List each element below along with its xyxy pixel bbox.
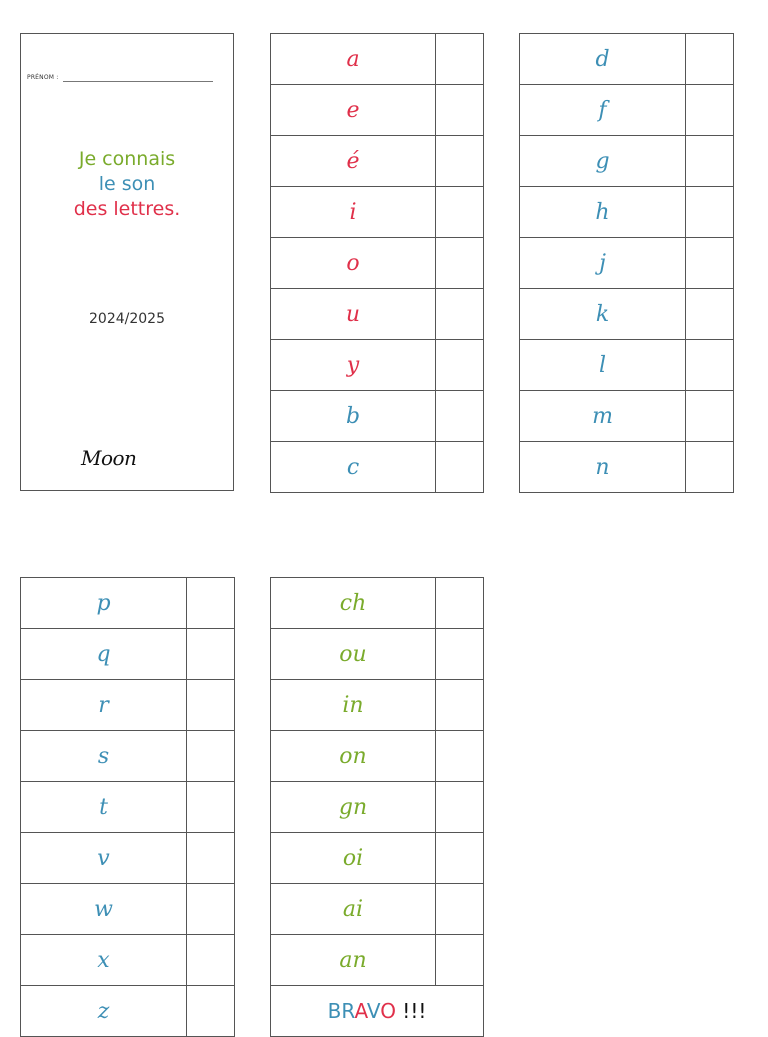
- check-box-cell[interactable]: [436, 85, 484, 136]
- check-box-cell[interactable]: [686, 187, 734, 238]
- school-year: 2024/2025: [89, 311, 165, 327]
- table-row: [520, 238, 734, 289]
- check-box-cell[interactable]: [436, 391, 484, 442]
- check-box-cell[interactable]: [436, 578, 484, 629]
- check-box-cell[interactable]: [686, 238, 734, 289]
- table-row: [21, 680, 235, 731]
- table-row: [21, 629, 235, 680]
- check-box-cell[interactable]: [436, 680, 484, 731]
- letter-cell: v: [21, 833, 187, 884]
- letter-cell: ch: [271, 578, 436, 629]
- table-row: [520, 187, 734, 238]
- signature-logo: Moon: [81, 446, 137, 470]
- check-box-cell[interactable]: [436, 884, 484, 935]
- check-box-cell[interactable]: [436, 187, 484, 238]
- bravo-part: O: [380, 999, 396, 1023]
- check-box-cell[interactable]: [187, 629, 235, 680]
- prenom-label: PRÉNOM :: [27, 74, 59, 81]
- check-box-cell[interactable]: [187, 884, 235, 935]
- bravo-message: [271, 986, 484, 1037]
- check-box-cell[interactable]: [686, 340, 734, 391]
- table-row: [21, 578, 235, 629]
- letter-cell: g: [520, 136, 686, 187]
- table-row: [21, 935, 235, 986]
- check-box-cell[interactable]: [187, 935, 235, 986]
- letter-cell: e: [271, 85, 436, 136]
- letter-cell: d: [520, 34, 686, 85]
- letter-cell: gn: [271, 782, 436, 833]
- letter-cell: x: [21, 935, 187, 986]
- letter-cell: c: [271, 442, 436, 493]
- check-box-cell[interactable]: [686, 391, 734, 442]
- check-box-cell[interactable]: [436, 833, 484, 884]
- bravo-part: V: [366, 999, 381, 1023]
- check-box-cell[interactable]: [436, 238, 484, 289]
- check-box-cell[interactable]: [686, 289, 734, 340]
- table-row: [21, 833, 235, 884]
- letter-cell: ai: [271, 884, 436, 935]
- check-box-cell[interactable]: [436, 629, 484, 680]
- table-row: [271, 85, 484, 136]
- table-row: [520, 340, 734, 391]
- table-row: [271, 136, 484, 187]
- check-box-cell[interactable]: [686, 85, 734, 136]
- letter-cell: z: [21, 986, 187, 1037]
- letter-cell: l: [520, 340, 686, 391]
- letter-cell: an: [271, 935, 436, 986]
- check-box-cell[interactable]: [436, 34, 484, 85]
- letter-table-vowels: [270, 33, 484, 493]
- table-row: [271, 34, 484, 85]
- letter-table-consonants-1: [519, 33, 734, 493]
- letter-cell: k: [520, 289, 686, 340]
- table-row: [271, 391, 484, 442]
- check-box-cell[interactable]: [187, 986, 235, 1037]
- table-row: [21, 986, 235, 1037]
- letter-cell: f: [520, 85, 686, 136]
- table-row: [520, 136, 734, 187]
- table-row: [520, 391, 734, 442]
- letter-cell: b: [271, 391, 436, 442]
- table-row: [271, 884, 484, 935]
- letter-table-consonants-2: [20, 577, 235, 1037]
- table-row: [271, 238, 484, 289]
- prenom-write-line: [63, 81, 213, 82]
- table-row: [271, 187, 484, 238]
- table-row: [271, 289, 484, 340]
- letter-cell: p: [21, 578, 187, 629]
- check-box-cell[interactable]: [187, 731, 235, 782]
- letter-cell: h: [520, 187, 686, 238]
- check-box-cell[interactable]: [686, 34, 734, 85]
- cover-card: [20, 33, 234, 491]
- table-row: [520, 442, 734, 493]
- letter-table-digraphs: [270, 577, 484, 1037]
- check-box-cell[interactable]: [187, 680, 235, 731]
- check-box-cell[interactable]: [436, 935, 484, 986]
- check-box-cell[interactable]: [187, 782, 235, 833]
- letter-cell: i: [271, 187, 436, 238]
- check-box-cell[interactable]: [436, 782, 484, 833]
- letter-cell: on: [271, 731, 436, 782]
- bravo-row: [271, 986, 484, 1037]
- letter-cell: s: [21, 731, 187, 782]
- letter-cell: j: [520, 238, 686, 289]
- check-box-cell[interactable]: [187, 578, 235, 629]
- table-row: [271, 731, 484, 782]
- table-row: [271, 578, 484, 629]
- table-row: [21, 782, 235, 833]
- title-line-2: le son: [98, 173, 156, 195]
- table-row: [271, 629, 484, 680]
- title-line-1: Je connais: [78, 148, 176, 170]
- letter-cell: w: [21, 884, 187, 935]
- table-row: [21, 884, 235, 935]
- letter-cell: t: [21, 782, 187, 833]
- table-row: [271, 782, 484, 833]
- table-row: [271, 680, 484, 731]
- check-box-cell[interactable]: [686, 442, 734, 493]
- check-box-cell[interactable]: [436, 289, 484, 340]
- table-row: [271, 442, 484, 493]
- table-row: [271, 340, 484, 391]
- letter-cell: o: [271, 238, 436, 289]
- letter-cell: oi: [271, 833, 436, 884]
- letter-cell: a: [271, 34, 436, 85]
- letter-cell: é: [271, 136, 436, 187]
- table-row: [520, 34, 734, 85]
- letter-cell: q: [21, 629, 187, 680]
- table-row: [21, 731, 235, 782]
- cover-title: [21, 147, 233, 222]
- check-box-cell[interactable]: [436, 442, 484, 493]
- table-row: [520, 85, 734, 136]
- check-box-cell[interactable]: [187, 833, 235, 884]
- letter-cell: u: [271, 289, 436, 340]
- check-box-cell[interactable]: [436, 340, 484, 391]
- letter-cell: r: [21, 680, 187, 731]
- table-row: [271, 935, 484, 986]
- check-box-cell[interactable]: [436, 136, 484, 187]
- bravo-part: BR: [327, 999, 355, 1023]
- table-row: [520, 289, 734, 340]
- letter-cell: in: [271, 680, 436, 731]
- letter-cell: ou: [271, 629, 436, 680]
- letter-cell: y: [271, 340, 436, 391]
- title-line-3: des lettres.: [73, 198, 181, 220]
- letter-cell: n: [520, 442, 686, 493]
- letter-cell: m: [520, 391, 686, 442]
- check-box-cell[interactable]: [686, 136, 734, 187]
- bravo-part: A: [354, 999, 367, 1023]
- table-row: [271, 833, 484, 884]
- check-box-cell[interactable]: [436, 731, 484, 782]
- bravo-part: !!!: [395, 999, 427, 1023]
